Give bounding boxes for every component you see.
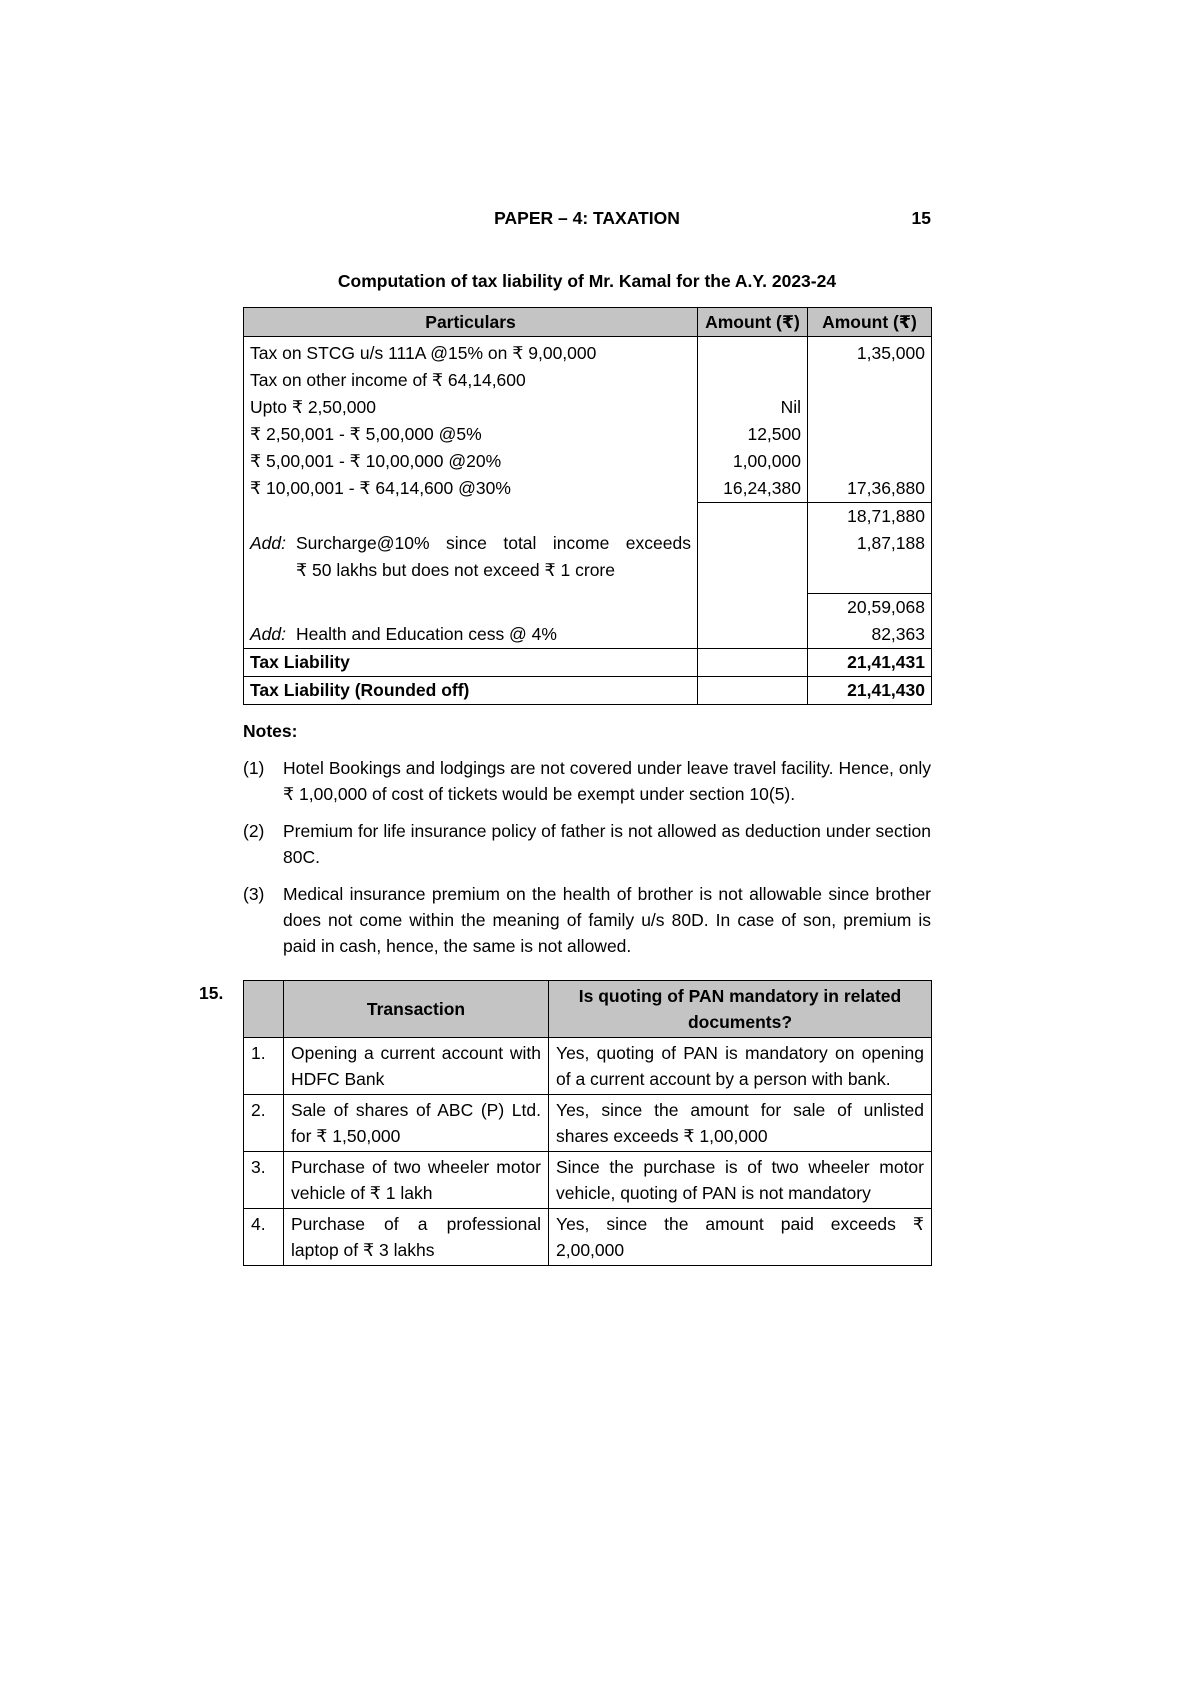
answer-cell: Since the purchase is of two wheeler motor vehicle, quoting of PAN is not mandatory xyxy=(549,1151,932,1208)
amount2-cell: 1,87,188 xyxy=(808,530,932,593)
table-row xyxy=(244,421,932,448)
transaction-cell: Sale of shares of ABC (P) Ltd. for ₹ 1,50,000 xyxy=(284,1094,549,1151)
table-row xyxy=(244,1208,932,1265)
table-row xyxy=(244,648,932,676)
amount2-cell: 20,59,068 xyxy=(808,593,932,621)
transaction-cell: Opening a current account with HDFC Bank xyxy=(284,1037,549,1094)
col-header-blank xyxy=(244,980,284,1037)
content-column xyxy=(199,205,931,1266)
row-number-cell: 2. xyxy=(244,1094,284,1151)
table-row xyxy=(244,1037,932,1094)
add-line xyxy=(250,530,691,584)
amount2-cell xyxy=(808,421,932,448)
table-row xyxy=(244,475,932,503)
row-number-cell: 3. xyxy=(244,1151,284,1208)
note-text: Medical insurance premium on the health of brother is not allowable since brother does not come within the meaning of family u/s 80D. In case of son, premium is paid in cash, hence, the same is not allowed. xyxy=(283,883,931,956)
table-row xyxy=(244,530,932,593)
amount1-cell xyxy=(698,367,808,394)
table-row xyxy=(244,337,932,368)
computation-table xyxy=(243,307,932,705)
particulars-cell: Upto ₹ 2,50,000 xyxy=(250,397,376,417)
page-header-title: PAPER – 4: TAXATION xyxy=(494,208,680,228)
table-row xyxy=(244,367,932,394)
note-item xyxy=(243,881,931,959)
amount2-cell: 21,41,431 xyxy=(808,648,932,676)
amount1-cell: 16,24,380 xyxy=(698,475,808,503)
particulars-cell xyxy=(244,503,698,531)
computation-header-row xyxy=(244,308,932,337)
note-item xyxy=(243,818,931,870)
amount1-cell xyxy=(698,337,808,368)
note-number: (2) xyxy=(243,820,265,841)
note-number: (3) xyxy=(243,883,265,904)
note-number: (1) xyxy=(243,757,265,778)
amount2-cell xyxy=(808,367,932,394)
table-row xyxy=(244,1094,932,1151)
table-row xyxy=(244,394,932,421)
particulars-text-line1: Surcharge@10% since total income exceeds xyxy=(296,533,691,553)
question-15-section xyxy=(199,980,931,1266)
particulars-cell xyxy=(244,593,698,621)
particulars-cell: ₹ 10,00,001 - ₹ 64,14,600 @30% xyxy=(250,478,511,498)
particulars-cell xyxy=(244,530,698,593)
amount1-cell xyxy=(698,530,808,593)
col-header-particulars: Particulars xyxy=(244,308,698,337)
particulars-cell: Tax Liability xyxy=(244,648,698,676)
col-header-transaction: Transaction xyxy=(284,980,549,1037)
table-row xyxy=(244,593,932,621)
particulars-cell xyxy=(244,621,698,649)
particulars-cell: Tax on STCG u/s 111A @15% on ₹ 9,00,000 xyxy=(250,343,597,363)
amount2-cell: 18,71,880 xyxy=(808,503,932,531)
col-header-pan-question: Is quoting of PAN mandatory in related documents? xyxy=(549,980,932,1037)
pan-table xyxy=(243,980,932,1266)
add-prefix: Add: xyxy=(250,533,286,553)
col-header-amount-1: Amount (₹) xyxy=(698,308,808,337)
particulars-text-line2: ₹ 50 lakhs but does not exceed ₹ 1 crore xyxy=(296,560,615,580)
notes-label: Notes: xyxy=(243,720,298,741)
amount2-cell xyxy=(808,448,932,475)
amount1-cell xyxy=(698,503,808,531)
amount2-cell xyxy=(808,394,932,421)
particulars-text: Health and Education cess @ 4% xyxy=(296,623,557,644)
amount1-cell xyxy=(698,648,808,676)
col-header-amount-2: Amount (₹) xyxy=(808,308,932,337)
amount2-cell: 17,36,880 xyxy=(808,475,932,503)
answer-cell: Yes, quoting of PAN is mandatory on opening of a current account by a person with bank. xyxy=(549,1037,932,1094)
particulars-cell: Tax Liability (Rounded off) xyxy=(250,679,470,700)
question-number: 15. xyxy=(199,982,224,1003)
row-number-cell: 1. xyxy=(244,1037,284,1094)
amount2-cell: 82,363 xyxy=(808,621,932,649)
table-row xyxy=(244,676,932,704)
amount1-cell xyxy=(698,621,808,649)
computation-title: Computation of tax liability of Mr. Kamal for the A.Y. 2023-24 xyxy=(337,271,837,291)
note-text: Hotel Bookings and lodgings are not covered under leave travel facility. Hence, only ₹ 1,00,000 of cost of tickets would be exempt under section 10(5). xyxy=(283,757,931,804)
transaction-cell: Purchase of a professional laptop of ₹ 3 lakhs xyxy=(284,1208,549,1265)
table-row xyxy=(244,1151,932,1208)
table-row xyxy=(244,503,932,531)
add-line xyxy=(250,621,691,648)
amount2-cell: 1,35,000 xyxy=(808,337,932,368)
amount1-cell xyxy=(698,676,808,704)
table-row xyxy=(244,448,932,475)
page-number: 15 xyxy=(911,208,931,228)
amount1-cell: 1,00,000 xyxy=(698,448,808,475)
notes-section xyxy=(243,718,931,959)
amount2-cell: 21,41,430 xyxy=(808,676,932,704)
particulars-cell: ₹ 5,00,001 - ₹ 10,00,000 @20% xyxy=(250,451,502,471)
row-number-cell: 4. xyxy=(244,1208,284,1265)
amount1-cell: Nil xyxy=(698,394,808,421)
particulars-cell: ₹ 2,50,001 - ₹ 5,00,000 @5% xyxy=(250,424,482,444)
answer-cell: Yes, since the amount paid exceeds ₹ 2,00,000 xyxy=(549,1208,932,1265)
note-text: Premium for life insurance policy of father is not allowed as deduction under section 80C. xyxy=(283,820,931,867)
answer-cell: Yes, since the amount for sale of unlisted shares exceeds ₹ 1,00,000 xyxy=(549,1094,932,1151)
add-prefix: Add: xyxy=(250,623,286,644)
pan-header-row xyxy=(244,980,932,1037)
note-item xyxy=(243,755,931,807)
page-header xyxy=(243,205,931,231)
transaction-cell: Purchase of two wheeler motor vehicle of ₹ 1 lakh xyxy=(284,1151,549,1208)
amount1-cell: 12,500 xyxy=(698,421,808,448)
amount1-cell xyxy=(698,593,808,621)
table-row xyxy=(244,621,932,649)
particulars-text-block xyxy=(296,530,691,584)
particulars-cell: Tax on other income of ₹ 64,14,600 xyxy=(250,370,526,390)
